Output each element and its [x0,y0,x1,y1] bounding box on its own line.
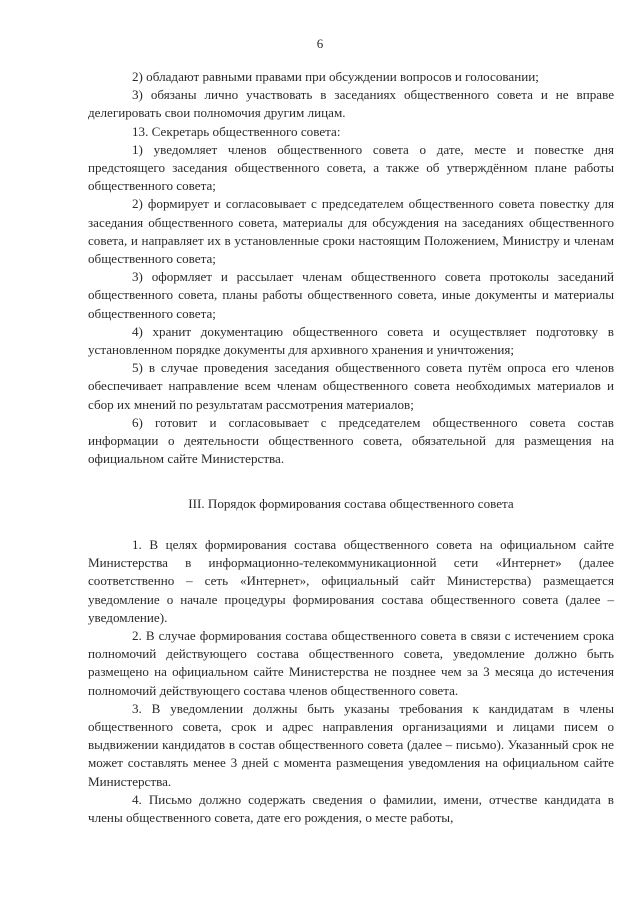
paragraph: 13. Секретарь общественного совета: [132,123,341,139]
paragraph: 3) обязаны лично участвовать в заседаниях общественного совета и не вправе делегировать свои полномочия другим лицам. [88,87,614,121]
paragraph: 4) хранит документацию общественного совета и осуществляет подготовку в установленном порядке документы для архивного хранения и уничтожения; [88,323,614,358]
paragraph: 6) готовит и согласовывает с председателем общественного совета состав информации о деятельности общественного совета, обязательной для размещения на официальном сайте Министерства. [88,414,614,467]
paragraph: 2. В случае формирования состава общественного совета в связи с истечением срока полномочий действующего состава общественного совета, уведомление должно быть размещено на официальном сайте Министерства не позднее чем за 3 месяца до истечения полномочий действующего состава членов общественного совета. [88,628,614,698]
paragraph: 5) в случае проведения заседания общественного совета путём опроса его членов обеспечивает направление всем членам общественного совета необходимых материалов и сбор их мнений по результатам рассмотрения материалов; [88,360,614,412]
section-regulations-text [88,68,614,468]
paragraph: 3) оформляет и рассылает членам общественного совета протоколы заседаний общественного совета, планы работы общественного совета, иные документы и материалы общественного совета; [88,269,614,321]
paragraph: 3. В уведомлении должны быть указаны требования к кандидатам в члены общественного совета, срок и адрес направления организациями и лицами писем о выдвижении кандидатов в состав общественного совета (далее – письмо). Указанный срок не может составлять менее 3 дней с момента размещения уведомления на официальном сайте Министерства. [88,700,614,789]
section-formation-text [88,536,614,827]
paragraph: 1) уведомляет членов общественного совета о дате, месте и повестке дня предстоящего заседания общественного совета, а также об утверждённом плане работы общественного совета; [88,141,614,194]
section-heading: III. Порядок формирования состава общественного совета [188,496,514,511]
paragraph: 2) обладают равными правами при обсуждении вопросов и голосовании; [132,69,539,84]
paragraph: 2) формирует и согласовывает с председателем общественного совета повестку для заседания общественного совета, материалы для обсуждения на заседаниях общественного совета, и направляет их в установленные сроки настоящим Положением, Министру и членам общественного совета; [88,196,614,267]
page-number: 6 [316,36,324,51]
paragraph: 1. В целях формирования состава общественного совета на официальном сайте Министерства в информационно-телекоммуникационной сети «Интернет» (далее соответственно – сеть «Интернет», официальный сайт Министерства) размещается уведомление о начале процедуры формирования состава общественного совета (далее – уведомление). [88,537,614,625]
paragraph: 4. Письмо должно содержать сведения о фамилии, имени, отчестве кандидата в члены общественного совета, дате его рождения, о месте работы, [88,791,614,826]
